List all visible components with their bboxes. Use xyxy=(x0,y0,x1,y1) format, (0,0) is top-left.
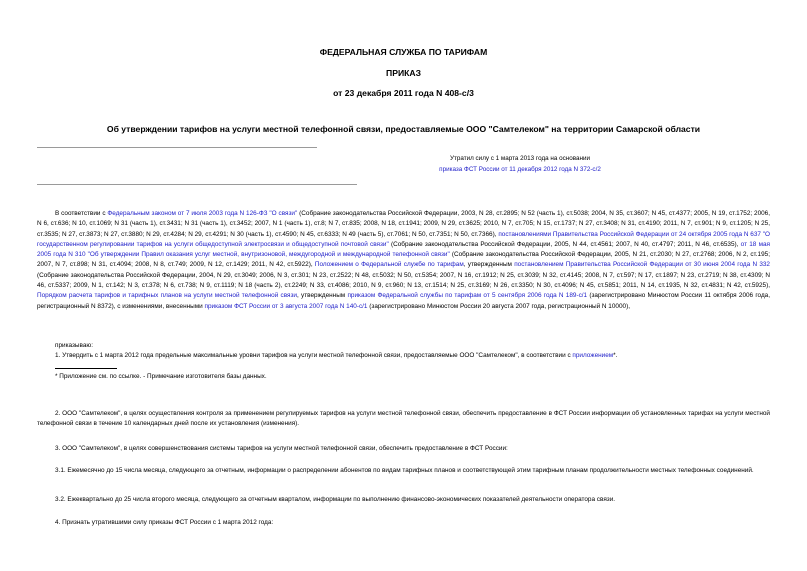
item-3: 3. ООО "Самтелеком", в целях совершенствования системы тарифов на услуги местной телефонной связи, обеспечить предоставление в ФСТ России: xyxy=(55,445,508,452)
preamble-text: , утвержденным xyxy=(297,292,348,300)
link-law-126fz[interactable]: Федеральным законом от 7 июля 2003 года N 126-ФЗ "О связи" xyxy=(107,210,298,217)
item-3-1: 3.1. Ежемесячно до 15 числа месяца, следующего за отчетным, информации о распределении абонентов по видам тарифных планов и соответствующей этим тарифным планам продолжительности местных телефонных соединений. xyxy=(55,467,754,474)
preamble-text: В соответствии с xyxy=(55,210,108,217)
preamble-text: , утвержденным xyxy=(463,261,515,269)
link-fst-regulation[interactable]: Положением о Федеральной службе по тарифам xyxy=(314,261,464,269)
agency-name: ФЕДЕРАЛЬНАЯ СЛУЖБА ПО ТАРИФАМ xyxy=(319,47,488,57)
item-3-2: 3.2. Ежеквартально до 25 числа второго месяца, следующего за отчетным кварталом, информации по выполнению финансово-экономических показателей деятельности оператора связи. xyxy=(55,496,616,503)
preamble-text: (Собрание законодательства Российской Федерации, 2003, N 28, ст.2895; N 52 (часть 1), ст.5038; 2004, N 35, ст.3607; N 45, ст.4377; 2005, N 19, ст.1752; 2006, N 6, ст.636; N 10, ст.1069; N 31 (часть 1), ст.3431; N 31 (часть 1), ст.3452; 2007, N 1 (часть 1), ст.8; N 7, ст.835; 2008, N 18, ст.1941; 2009, N 29, ст.3625; 2010, N 7, ст.705; N 15, ст.1737; N 27, ст.3408; N 31, ст.4190; 2011, N 7, ст.901; N 9, ст.1205; N 25, ст.3535; N 27, ст.3873; N 27, ст.3880; N 29, ст.4284; N 29, ст.4291; N 30 (часть 1), ст.4590; N 45, ст.6333; N 49 (часть 5), ст.7061; N 50, ст.7351; N 50, ст.7366), xyxy=(37,210,771,238)
doc-date-number: от 23 декабря 2011 года N 408-с/3 xyxy=(333,88,474,98)
doc-type: ПРИКАЗ xyxy=(386,68,421,78)
preamble-text: (зарегистрировано Минюстом России 11 октября 2006 года, регистрационный N 8372), с изменениями, внесенными xyxy=(37,292,771,310)
preamble-text: (Собрание законодательства Российской Федерации, 2005, N 44, ст.4561; 2007, N 40, ст.4797; 2011, N 46, ст.6535), xyxy=(388,240,741,248)
item-1-end: *. xyxy=(613,352,618,359)
footnote-rule xyxy=(55,368,117,369)
lost-force-notice xyxy=(330,153,710,175)
status-rule-bottom xyxy=(37,184,357,185)
link-resolution-637[interactable]: постановлениями Правительства Российской Федерации от 24 октября 2005 года N 637 "О государственном регулировании тарифов на услуги общедоступной электросвязи и общедоступной почтовой связи" xyxy=(37,230,770,248)
link-resolution-332[interactable]: постановлением Правительства Российской Федерации от 30 июня 2004 года N 332 xyxy=(514,261,770,269)
preamble-text: (Собрание законодательства Российской Федерации, 2005, N 21, ст.2030; N 27, ст.2768; 2006, N 2, ст.195; 2007, N 7, ст.898; N 31, ст.4094; 2008, N 8, ст.749; 2009, N 12, ст.1429; 2011, N 42, ст.5922), xyxy=(37,251,770,269)
link-order-189[interactable]: приказом Федеральной службы по тарифам от 5 сентября 2006 года N 189-с/1 xyxy=(347,292,588,300)
preamble-text: (зарегистрировано Минюстом России 20 августа 2007 года, регистрационный N 10000), xyxy=(367,302,630,310)
lost-force-text: Утратил силу с 1 марта 2013 года на основании xyxy=(449,155,591,162)
footnote: * Приложение см. по ссылке. - Примечание изготовителя базы данных. xyxy=(55,373,267,380)
lost-force-link[interactable]: приказа ФСТ России от 11 декабря 2012 года N 372-с/2 xyxy=(439,166,601,173)
link-order-140[interactable]: приказом ФСТ России от 3 августа 2007 года N 140-с/1 xyxy=(204,302,368,310)
link-tariff-procedure[interactable]: Порядком расчета тарифов и тарифных планов на услуги местной телефонной связи xyxy=(37,292,297,300)
link-resolution-310[interactable]: от 18 мая 2005 года N 310 "Об утверждении Правил оказания услуг местной, внутризоновой, междугородной и международной телефонной связи" xyxy=(37,240,770,259)
preamble-text: (Собрание законодательства Российской Федерации, 2004, N 29, ст.3049; 2006, N 3, ст.301; N 23, ст.2522; N 48, ст.5032; N 50, ст.5354; 2007, N 16, ст.1912; N 25, ст.3039; N 32, ст.4145; 2008, N 7, ст.597; N 17, ст.1897; N 23, ст.2719; N 38, ст.4309; N 46, ст.5337; 2009, N 1, ст.142; N 3, ст.378; N 6, ст.738; N 9, ст.1119; N 18 (часть 2), ст.2249; N 33, ст.4086; 2010, N 9, ст.960; N 13, ст.1514; N 25, ст.3169; N 26, ст.3350; N 30, ст.4096; N 45, ст.5851; 2011, N 14, ст.1935, N 32, ст.4831; N 42, ст.5925), xyxy=(37,271,770,290)
order-word: приказываю: xyxy=(55,342,93,349)
item-4: 4. Признать утратившими силу приказы ФСТ России с 1 марта 2012 года: xyxy=(55,519,274,526)
link-appendix[interactable]: приложением xyxy=(572,352,614,359)
item-2: 2. ООО "Самтелеком", в целях осуществления контроля за применением регулируемых тарифов на услуги местной телефонной связи, обеспечить предоставление в ФСТ России информации об установленных тарифах на услуги местной телефонной связи в течение 10 календарных дней после их установления (изменения). xyxy=(37,410,770,428)
doc-title: Об утверждении тарифов на услуги местной телефонной связи, предоставляемые ООО "Самтелеком" на территории Самарской области xyxy=(106,124,701,134)
status-rule-top xyxy=(37,147,317,148)
preamble-paragraph xyxy=(37,209,770,312)
item-1 xyxy=(37,351,788,361)
item-1-text: 1. Утвердить с 1 марта 2012 года предельные максимальные уровни тарифов на услуги местной телефонной связи, предоставляемые ООО "Самтелеком", в соответствии с xyxy=(55,352,573,359)
